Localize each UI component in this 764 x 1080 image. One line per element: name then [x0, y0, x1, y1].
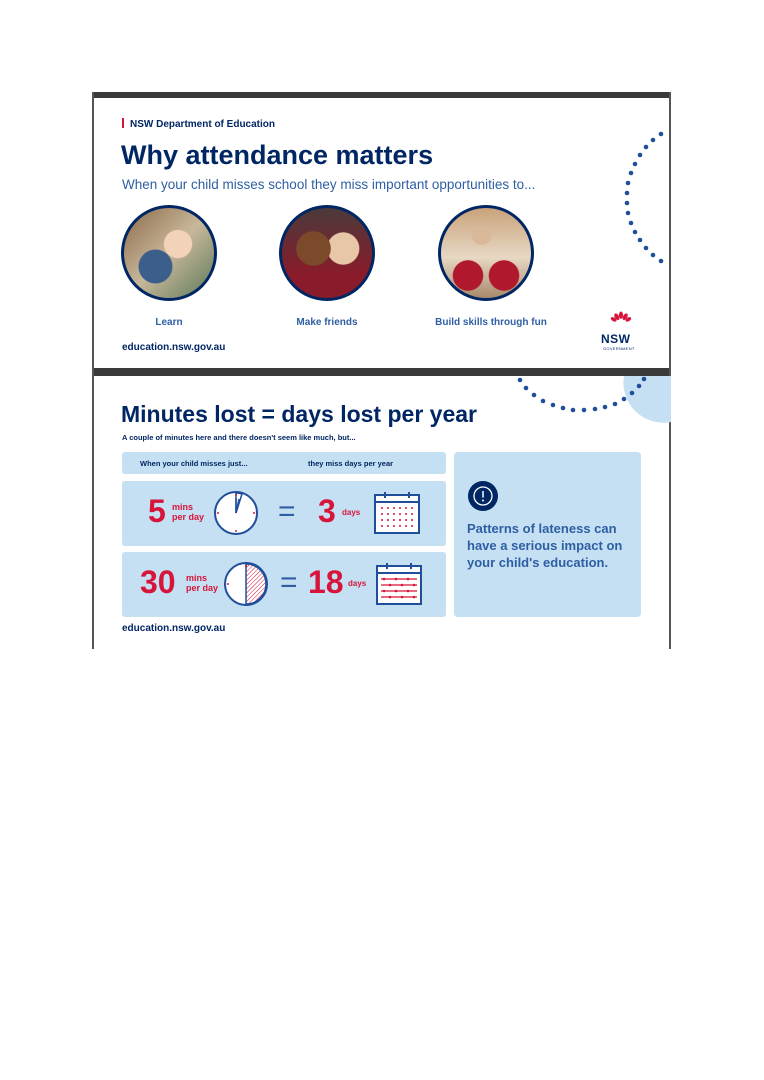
days-value: 18 [308, 564, 344, 600]
nsw-logo-text: NSW [601, 332, 631, 346]
calendar-icon [375, 562, 423, 606]
minutes-unit: mins [186, 573, 208, 583]
lateness-callout [454, 452, 641, 617]
top-border [94, 92, 669, 98]
header-left: When your child misses just... [140, 459, 248, 468]
waratah-logo [600, 311, 642, 333]
days-value: 3 [318, 493, 336, 529]
table-row [122, 552, 446, 617]
photo-learn [121, 205, 217, 301]
days-label: days [348, 579, 367, 588]
dotted-arc-decoration-2 [514, 376, 671, 426]
minutes-unit: mins [172, 502, 194, 512]
panel1-url: education.nsw.gov.au [122, 342, 226, 353]
clock-icon [213, 490, 259, 536]
table-header [122, 452, 446, 474]
panel1-subtitle: When your child misses school they miss important opportunities to... [122, 177, 536, 192]
minutes-unit-line2: per day [186, 583, 219, 593]
caption-learn: Learn [155, 317, 183, 328]
caption-build-skills: Build skills through fun [435, 317, 547, 328]
callout-text: Patterns of lateness can have a serious impact on your child's education. [467, 521, 623, 570]
clock-icon [223, 561, 269, 607]
panel-divider [94, 368, 669, 376]
info-icon [467, 480, 499, 512]
photo-build-skills [438, 205, 534, 301]
caption-make-friends: Make friends [296, 317, 358, 328]
panel2-subtitle: A couple of minutes here and there doesn't seem like much, but... [122, 433, 356, 442]
dotted-arc-decoration [614, 128, 674, 268]
panel2-title: Minutes lost = days lost per year [121, 401, 477, 427]
minutes-unit-line2: per day [172, 512, 205, 522]
panel2-url: education.nsw.gov.au [122, 623, 226, 634]
equals-sign: = [278, 495, 296, 528]
accent-bar [122, 118, 124, 128]
days-label: days [342, 508, 361, 517]
nsw-logo-subtext: GOVERNMENT [603, 346, 635, 351]
table-row [122, 481, 446, 546]
panel1-title: Why attendance matters [121, 140, 434, 170]
calendar-icon [373, 491, 421, 535]
photo-make-friends [279, 205, 375, 301]
header-right: they miss days per year [308, 459, 394, 468]
minutes-value: 30 [140, 564, 176, 600]
department-label [122, 118, 275, 130]
department-text: NSW Department of Education [130, 119, 276, 130]
minutes-value: 5 [148, 493, 166, 529]
equals-sign: = [280, 566, 298, 599]
document-frame [92, 92, 671, 649]
